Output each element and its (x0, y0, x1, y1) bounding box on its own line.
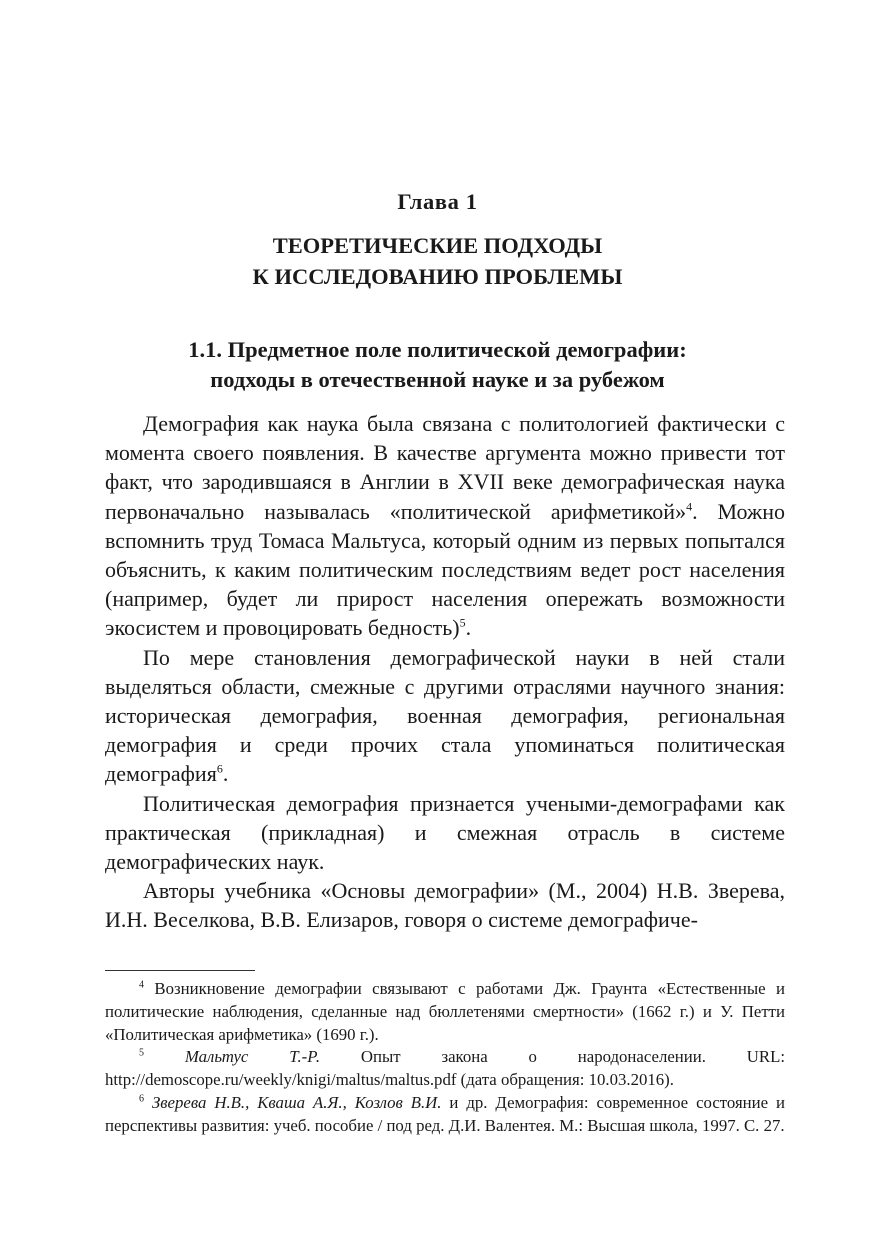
footnote-5-author: Мальтус Т.-Р. (184, 1047, 321, 1067)
footnote-5-text: Опыт закона о народонаселении. URL: http://demoscope.ru/weekly/knigi/maltus/maltus.pdf (дата обращения: 10.03.2016). (105, 1047, 785, 1090)
chapter-title (0, 230, 875, 292)
footnote-4-text: Возникновение демографии связывают с работами Дж. Граунта «Естественные и политические наблюдения, сделанные над бюллетенями смертности» (1662 г.) и У. Петти «Политическая арифметика» (1690 г.). (105, 979, 786, 1044)
footnote-ref-4: 4 (686, 499, 693, 514)
footnote-6-author: Зверева Н.В., Кваша А.Я., Козлов В.И. (151, 1092, 442, 1112)
footnote-6 (105, 1092, 785, 1138)
section-title (0, 335, 875, 395)
chapter-title-line-1: ТЕОРЕТИЧЕСКИЕ ПОДХОДЫ (272, 233, 603, 258)
paragraph-2-part-a: По мере становления демографической науки в ней стали выделяться области, смежные с другими отраслями научного знания: историческая демография, военная демография, региональная демография и среди прочих стала упоминаться политическая демография (105, 644, 785, 787)
section-title-line-1: 1.1. Предметное поле политической демографии: (188, 337, 687, 362)
paragraph-1-part-c: . (465, 615, 472, 641)
footnote-ref-6: 6 (216, 762, 223, 777)
paragraph-1 (105, 409, 785, 643)
footnote-divider (105, 970, 255, 971)
chapter-label: Глава 1 (397, 189, 478, 214)
paragraph-1-part-b: . Можно вспомнить труд Томаса Мальтуса, который одним из первых попытался объяснить, к каким политическим последствиям ведет рост населения (например, будет ли прирост населения опережать возможности экосистем и провоцировать бедность) (105, 498, 785, 641)
paragraph-2 (105, 643, 785, 789)
body-text (105, 409, 785, 935)
chapter-title-line-2: К ИССЛЕДОВАНИЮ ПРОБЛЕМЫ (252, 264, 623, 289)
footnote-6-text: и др. Демография: современное состояние и перспективы развития: учеб. пособие / под ред. Д.И. Валентея. М.: Высшая школа, 1997. С. 27. (105, 1092, 786, 1135)
paragraph-3: Политическая демография признается учеными-демографами как практическая (прикладная) и смежная отрасль в системе демографических наук. (105, 790, 785, 875)
footnote-ref-5: 5 (459, 616, 466, 631)
footnote-5 (105, 1046, 785, 1092)
footnote-5-number: 5 (139, 1047, 144, 1059)
footnotes (105, 978, 785, 1138)
footnote-6-number: 6 (139, 1093, 144, 1105)
paragraph-2-part-b: . (222, 761, 229, 787)
section-title-line-2: подходы в отечественной науке и за рубежом (210, 367, 665, 392)
footnote-4-number: 4 (139, 979, 144, 991)
footnote-4 (105, 978, 785, 1046)
paragraph-4: Авторы учебника «Основы демографии» (М., 2004) Н.В. Зверева, И.Н. Веселкова, В.В. Елизаров, говоря о системе демографиче- (105, 878, 785, 933)
paragraph-1-part-a: Демография как наука была связана с политологией фактически с момента своего появления. В качестве аргумента можно привести тот факт, что зародившаяся в Англии в XVII веке демографическая наука первоначально называлась «политической арифметикой» (105, 411, 785, 524)
